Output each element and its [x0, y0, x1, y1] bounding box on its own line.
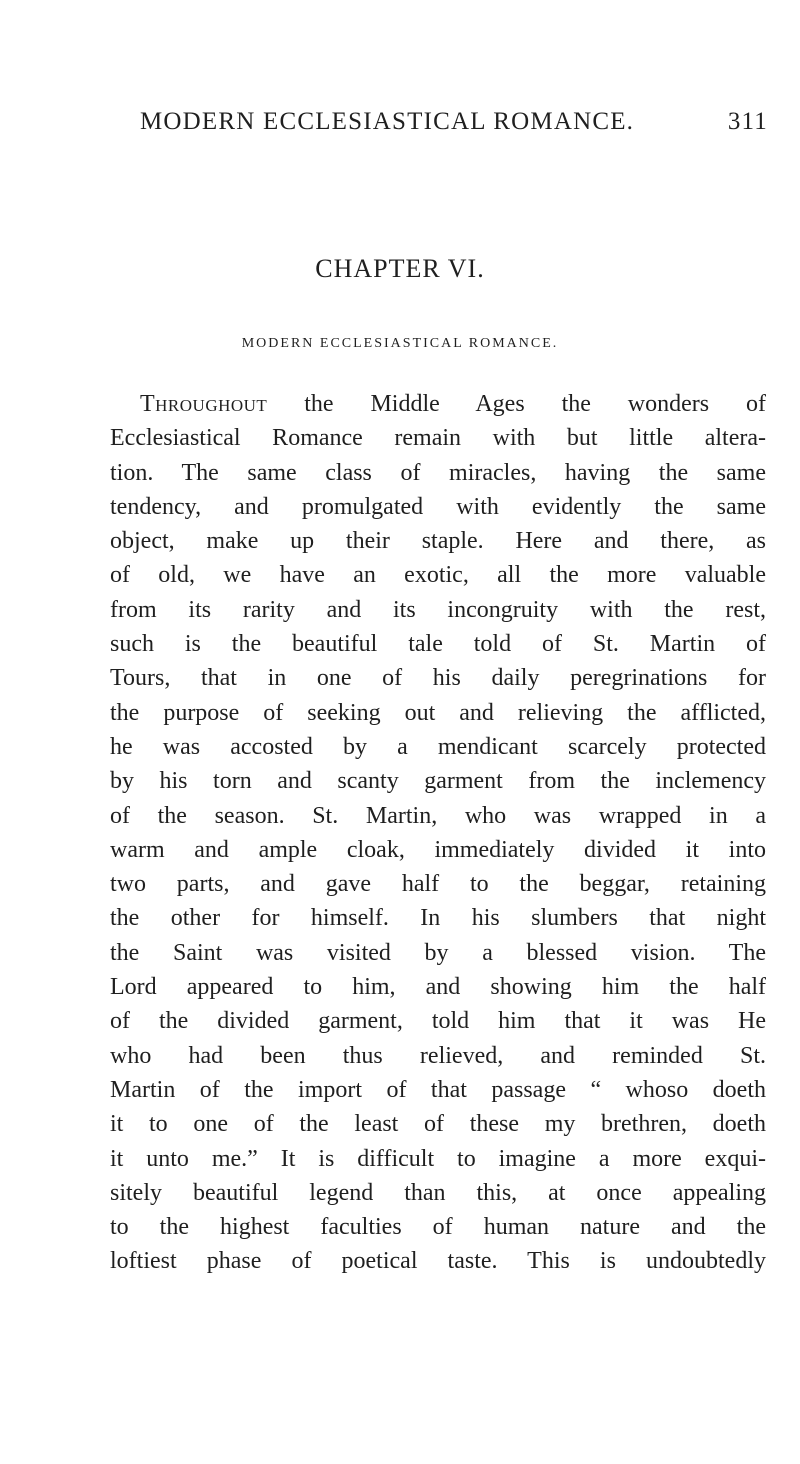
text-line: from its rarity and its incongruity with the rest, — [110, 596, 766, 623]
text-line: tion. The same class of miracles, having the same — [110, 459, 766, 486]
text-line: of the divided garment, told him that it was He — [110, 1008, 766, 1035]
text-line: the other for himself. In his slumbers that night — [110, 905, 766, 932]
text-line: Throughout the Middle Ages the wonders of — [140, 391, 766, 417]
text-line: Lord appeared to him, and showing him the half — [110, 974, 766, 1001]
page-number: 311 — [727, 108, 768, 135]
text-line: it to one of the least of these my brethren, doeth — [110, 1111, 766, 1138]
text-line: it unto me.” It is difficult to imagine a more exqui- — [110, 1145, 766, 1172]
text-line: of old, we have an exotic, all the more valuable — [110, 562, 766, 589]
chapter-heading: CHAPTER VI. — [315, 254, 485, 283]
text-line: Ecclesiastical Romance remain with but little altera- — [110, 425, 766, 452]
text-line: sitely beautiful legend than this, at once appealing — [110, 1179, 766, 1206]
text-line: such is the beautiful tale told of St. Martin of — [110, 631, 766, 658]
text-line: warm and ample cloak, immediately divided it into — [110, 836, 766, 863]
body-paragraph — [110, 387, 766, 1279]
text-line: loftiest phase of poetical taste. This is undoubtedly — [110, 1248, 766, 1275]
text-line: Tours, that in one of his daily peregrinations for — [110, 665, 766, 692]
text-line: he was accosted by a mendicant scarcely protected — [110, 733, 766, 760]
text-line: Martin of the import of that passage “ whoso doeth — [110, 1076, 766, 1103]
text-line: the Saint was visited by a blessed vision. The — [110, 939, 766, 966]
running-head-title: MODERN ECCLESIASTICAL ROMANCE. — [140, 108, 635, 135]
text-line: tendency, and promulgated with evidently the same — [110, 493, 766, 520]
text-line: object, make up their staple. Here and there, as — [110, 528, 766, 555]
text-line: to the highest faculties of human nature and the — [110, 1214, 766, 1241]
text-line: of the season. St. Martin, who was wrapped in a — [110, 802, 766, 829]
text-line: who had been thus relieved, and reminded St. — [110, 1042, 766, 1069]
running-head — [140, 108, 768, 144]
text-line: the purpose of seeking out and relieving the afflicted, — [110, 699, 766, 726]
chapter-subtitle: MODERN ECCLESIASTICAL ROMANCE. — [241, 336, 559, 351]
text-line: two parts, and gave half to the beggar, retaining — [110, 871, 766, 898]
text-line: by his torn and scanty garment from the inclemency — [110, 768, 766, 795]
